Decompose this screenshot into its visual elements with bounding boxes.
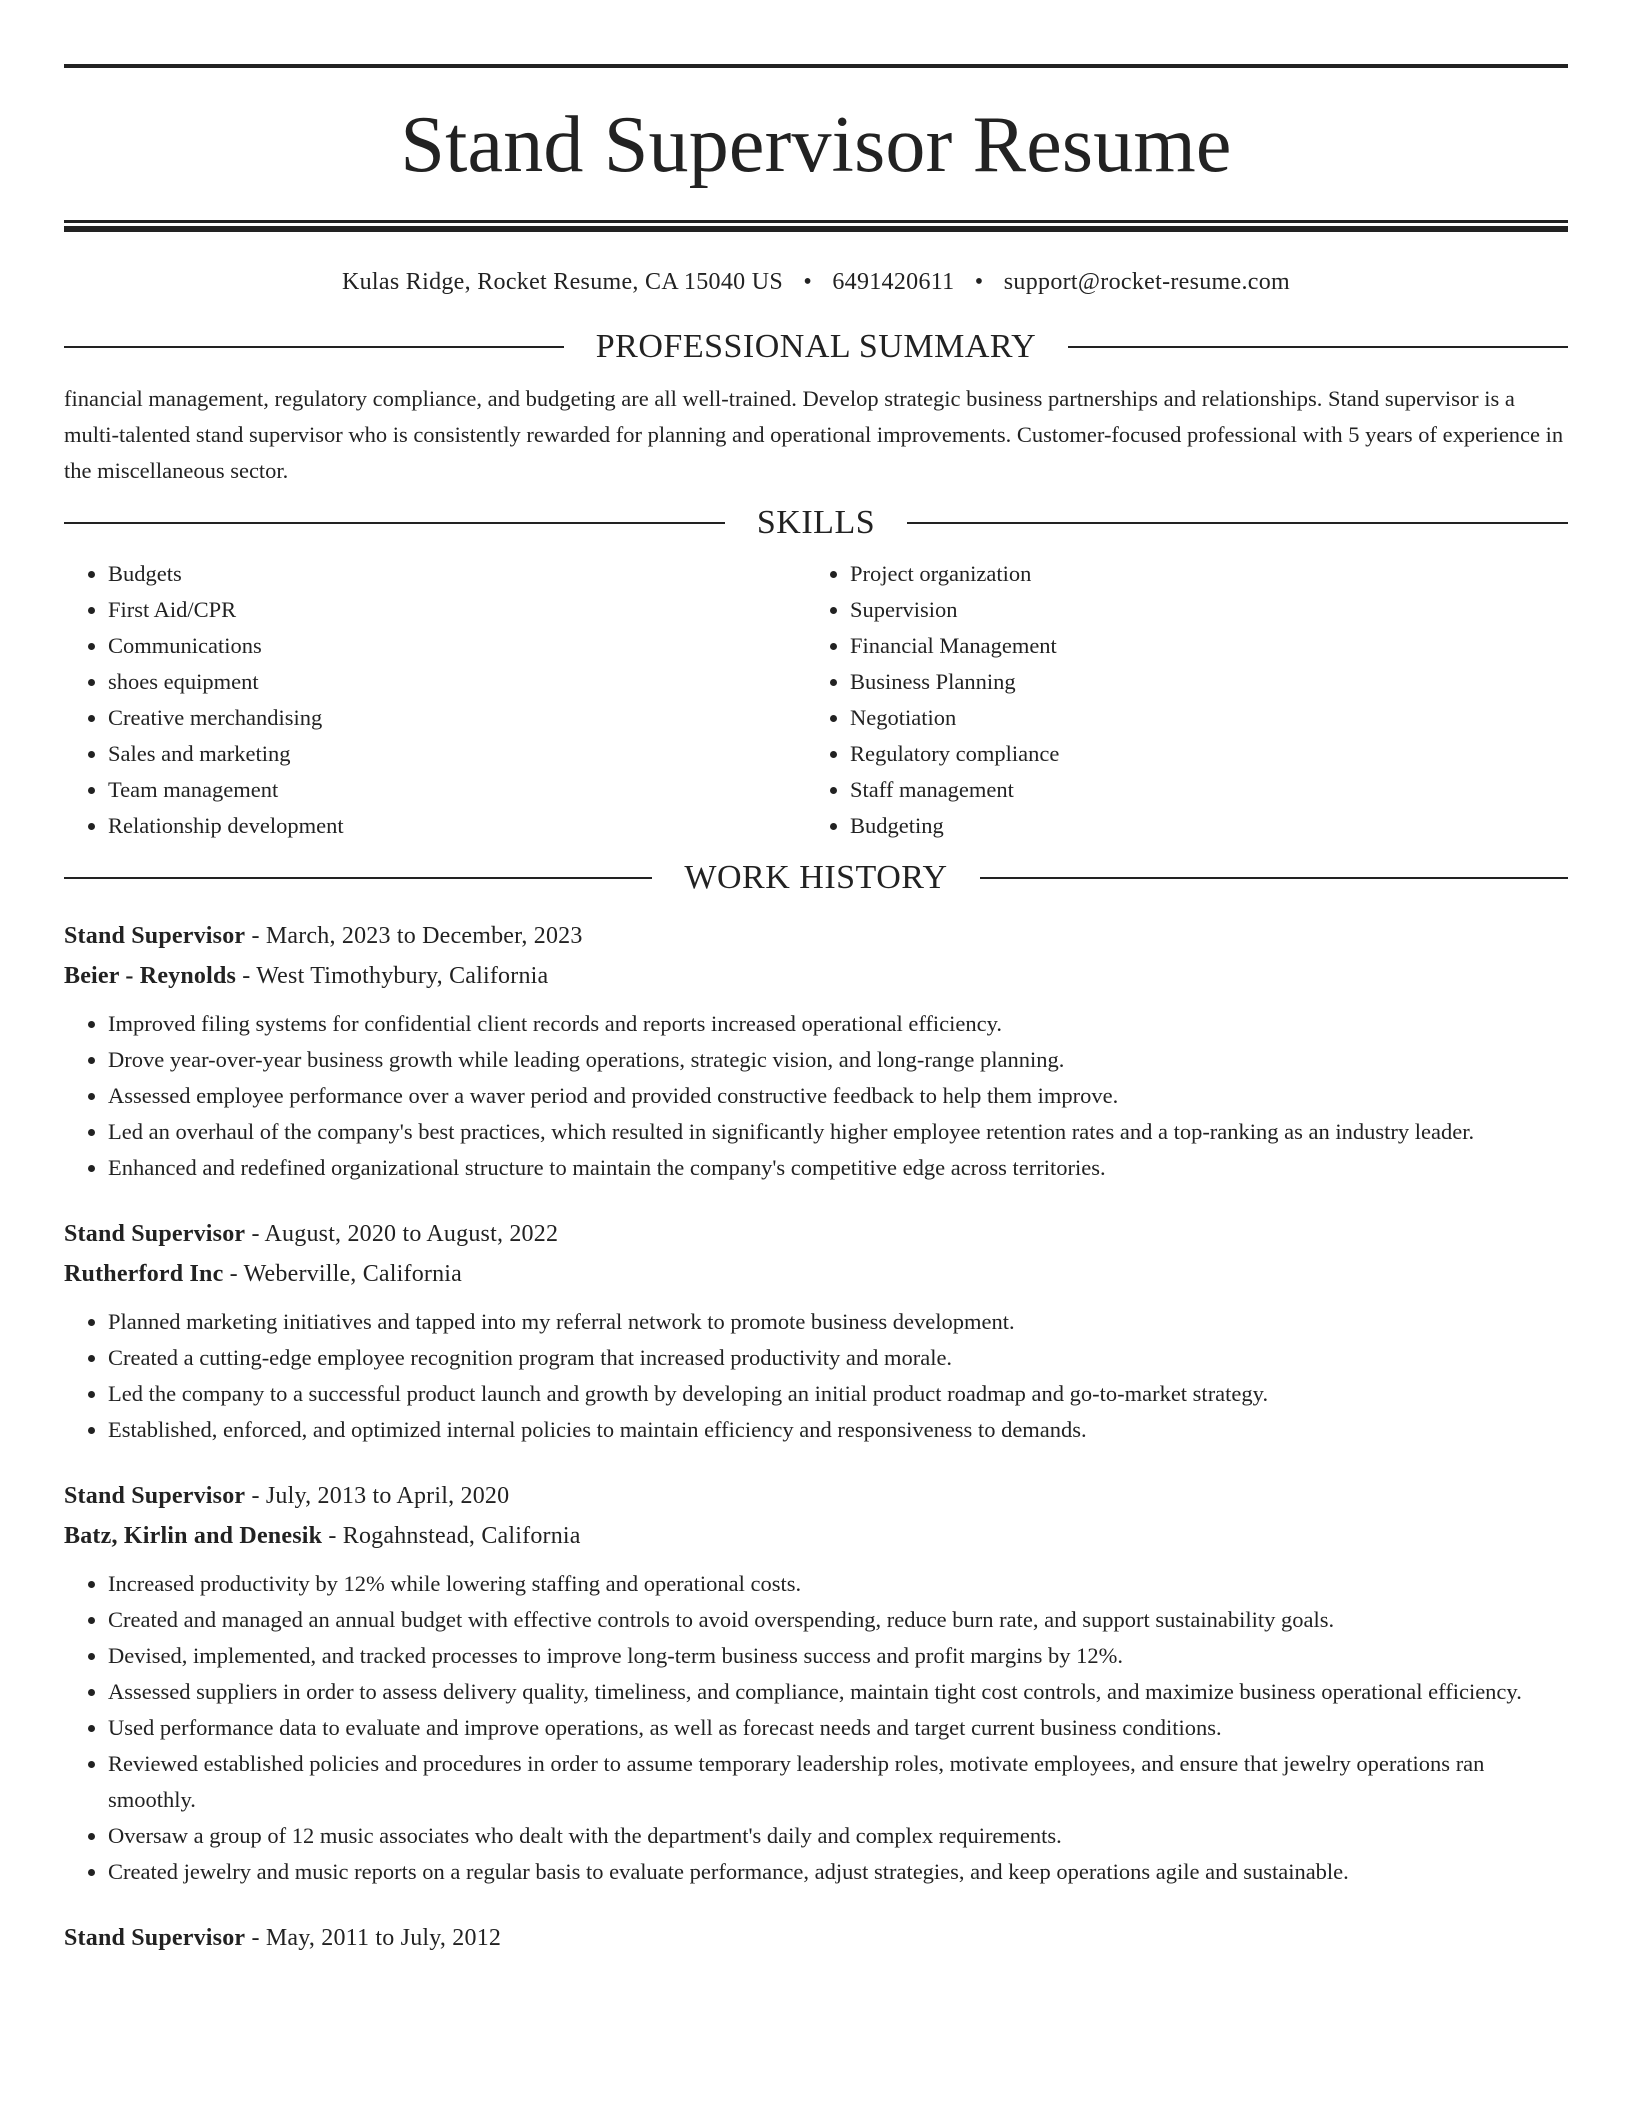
skill-item: • Relationship development [108,808,806,844]
job-bullet: • Devised, implemented, and tracked processes to improve long-term business success and profit margins by 12%. [108,1638,1568,1674]
job-entry [64,1476,1568,1890]
contact-phone: 6491420611 [832,269,955,295]
job-company: Rutherford Inc [64,1261,224,1287]
skill-item: • Communications [108,628,806,664]
heading-rule [64,522,725,524]
job-dates: - May, 2011 to July, 2012 [245,1925,502,1951]
heading-rule [64,877,652,879]
job-title-line [64,1476,1568,1516]
heading-rule [1068,346,1568,348]
skill-item: • Supervision [850,592,1548,628]
job-company-line [64,1516,1568,1556]
job-company-line [64,956,1568,996]
job-entry [64,1918,1568,1958]
job-bullet: • Created and managed an annual budget with effective controls to avoid overspending, reduce burn rate, and support sustainability goals. [108,1602,1568,1638]
skills-column-right [806,556,1548,844]
job-company: Beier - Reynolds [64,963,237,989]
job-bullet: • Used performance data to evaluate and improve operations, as well as forecast needs and target current business conditions. [108,1710,1568,1746]
skill-item: • First Aid/CPR [108,592,806,628]
summary-heading-label: PROFESSIONAL SUMMARY [595,328,1037,365]
job-location: - West Timothybury, California [236,963,549,989]
job-location: - Rogahnstead, California [322,1523,581,1549]
skill-item: • Sales and marketing [108,736,806,772]
job-location: - Weberville, California [223,1261,463,1287]
job-bullet: • Assessed employee performance over a waver period and provided constructive feedback to help them improve. [108,1078,1568,1114]
heading-rule [980,877,1568,879]
job-bullet: • Established, enforced, and optimized internal policies to maintain efficiency and responsiveness to demands. [108,1412,1568,1448]
job-bullet: • Led the company to a successful product launch and growth by developing an initial product roadmap and go-to-market strategy. [108,1376,1568,1412]
job-title: Stand Supervisor [64,1221,246,1247]
job-dates: - March, 2023 to December, 2023 [245,923,583,949]
resume-page [64,64,1568,1958]
job-bullets [64,1304,1568,1448]
job-bullets [64,1006,1568,1186]
skill-item: • Budgeting [850,808,1548,844]
job-dates: - July, 2013 to April, 2020 [245,1483,510,1509]
job-bullet: • Improved filing systems for confidential client records and reports increased operational efficiency. [108,1006,1568,1042]
skills-heading [64,503,1568,543]
job-title-line [64,1214,1568,1254]
contact-separator: • [803,269,813,295]
contact-address: Kulas Ridge, Rocket Resume, CA 15040 US [342,269,784,295]
job-bullet: • Enhanced and redefined organizational structure to maintain the company's competitive edge across territories. [108,1150,1568,1186]
job-bullet: • Reviewed established policies and procedures in order to assume temporary leadership roles, motivate employees, and ensure that jewelry operations ran smoothly. [108,1746,1568,1818]
skill-item: • Business Planning [850,664,1548,700]
summary-text: financial management, regulatory compliance, and budgeting are all well-trained. Develop strategic business partnerships and relationships. Stand supervisor is a multi-talented stand supervisor who is consistently rewarded for planning and operational improvements. Customer-focused professional with 5 years of experience in the miscellaneous sector. [64,386,1564,483]
skill-item: • Financial Management [850,628,1548,664]
page-title: Stand Supervisor Resume [400,101,1232,189]
skills-list [64,556,1568,844]
job-bullet: • Created a cutting-edge employee recognition program that increased productivity and morale. [108,1340,1568,1376]
skills-column-left [64,556,806,844]
skill-item: • Creative merchandising [108,700,806,736]
job-bullet: • Led an overhaul of the company's best practices, which resulted in significantly higher employee retention rates and a top-ranking as an industry leader. [108,1114,1568,1150]
job-bullet: • Drove year-over-year business growth while leading operations, strategic vision, and long-range planning. [108,1042,1568,1078]
title-double-rule [64,220,1568,226]
job-dates: - August, 2020 to August, 2022 [245,1221,559,1247]
job-bullet: • Assessed suppliers in order to assess delivery quality, timeliness, and compliance, maintain tight cost controls, and maximize business operational efficiency. [108,1674,1568,1710]
summary-heading [64,327,1568,367]
contact-line [64,267,1568,297]
skill-item: • Staff management [850,772,1548,808]
skill-item: • Budgets [108,556,806,592]
top-rule [64,64,1568,68]
work-heading [64,858,1568,898]
job-bullet: • Planned marketing initiatives and tapped into my referral network to promote business development. [108,1304,1568,1340]
skills-heading-label: SKILLS [756,504,876,541]
contact-email[interactable]: support@rocket-resume.com [1003,269,1290,295]
job-bullet: • Oversaw a group of 12 music associates who dealt with the department's daily and complex requirements. [108,1818,1568,1854]
skill-item: • shoes equipment [108,664,806,700]
job-title-line [64,1918,1568,1958]
job-entry [64,916,1568,1186]
job-title: Stand Supervisor [64,1483,246,1509]
skill-item: • Project organization [850,556,1548,592]
skill-item: • Team management [108,772,806,808]
job-company-line [64,1254,1568,1294]
work-history-list [64,916,1568,1958]
job-title-line [64,916,1568,956]
job-entry [64,1214,1568,1448]
job-bullet: • Created jewelry and music reports on a regular basis to evaluate performance, adjust strategies, and keep operations agile and sustainable. [108,1854,1568,1890]
work-heading-label: WORK HISTORY [684,859,948,896]
job-bullets [64,1566,1568,1890]
skill-item: • Regulatory compliance [850,736,1548,772]
job-bullet: • Increased productivity by 12% while lowering staffing and operational costs. [108,1566,1568,1602]
job-company: Batz, Kirlin and Denesik [64,1523,323,1549]
job-title: Stand Supervisor [64,1925,246,1951]
contact-separator: • [974,269,984,295]
heading-rule [64,346,564,348]
skill-item: • Negotiation [850,700,1548,736]
job-title: Stand Supervisor [64,923,246,949]
heading-rule [907,522,1568,524]
